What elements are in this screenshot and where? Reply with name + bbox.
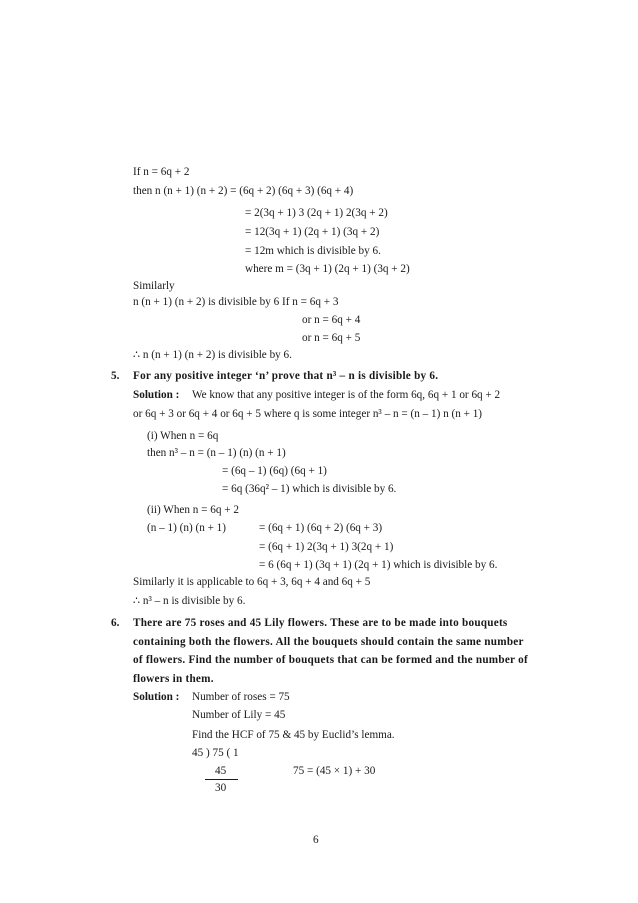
solution-label: Solution : (133, 389, 180, 401)
text-line: = 6q (36q² – 1) which is divisible by 6. (222, 483, 397, 495)
text-line: or n = 6q + 5 (302, 332, 361, 344)
text-line: then n³ – n = (n – 1) (n) (n + 1) (147, 447, 286, 459)
text-line: where m = (3q + 1) (2q + 1) (3q + 2) (245, 263, 410, 275)
question-number: 5. (111, 370, 120, 382)
text-line: or 6q + 3 or 6q + 4 or 6q + 5 where q is some integer n³ – n = (n – 1) n (n + 1) (133, 408, 483, 420)
division-rule (205, 779, 238, 780)
text-line: = 12(3q + 1) (2q + 1) (3q + 2) (245, 226, 380, 238)
text-line: = (6q + 1) (6q + 2) (6q + 3) (259, 522, 383, 534)
text-line: = 12m which is divisible by 6. (245, 245, 381, 257)
text-line: (i) When n = 6q (147, 430, 219, 442)
text-line: ∴ n (n + 1) (n + 2) is divisible by 6. (133, 349, 292, 361)
question-text: For any positive integer ‘n’ prove that n³ – n is divisible by 6. (133, 370, 439, 382)
division-line: 45 (215, 765, 227, 777)
page-number: 6 (313, 834, 319, 846)
solution-label: Solution : (133, 691, 180, 703)
text-line: If n = 6q + 2 (133, 166, 190, 178)
text-line: Similarly (133, 280, 175, 292)
text-line: (n – 1) (n) (n + 1) (147, 522, 227, 534)
text-line: Find the HCF of 75 & 45 by Euclid’s lemma. (192, 729, 395, 741)
division-line: 45 ) 75 ( 1 (192, 747, 239, 759)
text-line: n (n + 1) (n + 2) is divisible by 6 If n = 6q + 3 (133, 296, 339, 308)
question-text: of flowers. Find the number of bouquets that can be formed and the number of (133, 654, 528, 666)
text-line: Number of Lily = 45 (192, 709, 286, 721)
question-text: flowers in them. (133, 673, 214, 685)
text-line: then n (n + 1) (n + 2) = (6q + 2) (6q + 3) (6q + 4) (133, 185, 354, 197)
division-equation: 75 = (45 × 1) + 30 (293, 765, 376, 777)
text-line: = (6q + 1) 2(3q + 1) 3(2q + 1) (259, 541, 394, 553)
text-line: = 6 (6q + 1) (3q + 1) (2q + 1) which is divisible by 6. (259, 559, 498, 571)
question-text: containing both the flowers. All the bouquets should contain the same number (133, 636, 524, 648)
text-line: ∴ n³ – n is divisible by 6. (133, 595, 246, 607)
text-line: = 2(3q + 1) 3 (2q + 1) 2(3q + 2) (245, 207, 388, 219)
text-line: or n = 6q + 4 (302, 314, 361, 326)
text-line: (ii) When n = 6q + 2 (147, 504, 239, 516)
text-line: Number of roses = 75 (192, 691, 290, 703)
question-number: 6. (111, 617, 120, 629)
text-line: Similarly it is applicable to 6q + 3, 6q + 4 and 6q + 5 (133, 576, 371, 588)
question-text: There are 75 roses and 45 Lily flowers. These are to be made into bouquets (133, 617, 508, 629)
text-line: We know that any positive integer is of the form 6q, 6q + 1 or 6q + 2 (192, 389, 501, 401)
text-line: = (6q – 1) (6q) (6q + 1) (222, 465, 327, 477)
division-line: 30 (215, 782, 227, 794)
